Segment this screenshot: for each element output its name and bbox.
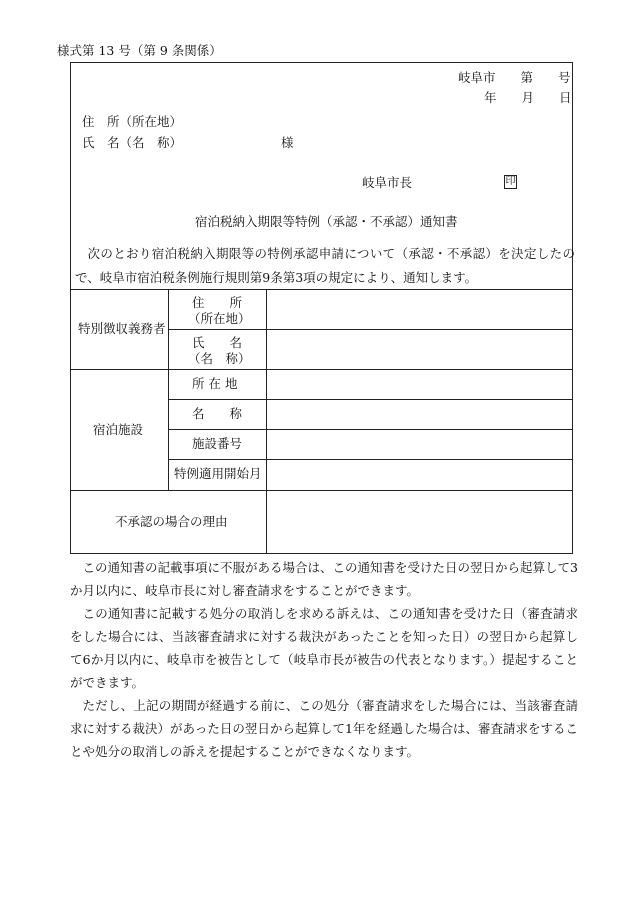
appeal-notes [70, 556, 578, 763]
date-line: 年 月 日 [484, 90, 572, 105]
rejection-reason-label: 不承認の場合の理由 [115, 514, 228, 529]
intro-paragraph: 次のとおり宿泊税納入期限等の特例承認申請について（承認・不承認）を決定したので、岐阜市宿泊税条例施行規則第9条第3項の規定により、通知します。 [75, 246, 575, 285]
city-number-line: 岐阜市 第 号 [458, 70, 571, 85]
facility-number-label: 施設番号 [192, 436, 243, 451]
table-divider [168, 289, 169, 490]
table-line [168, 459, 573, 460]
facility-group-label: 宿泊施設 [93, 422, 144, 437]
table-line [70, 369, 573, 370]
table-top-border [70, 289, 573, 290]
facility-name-label: 名 称 [192, 406, 243, 421]
seal-mark: 印 [505, 176, 516, 187]
recipient-name-label: 氏 名（名 称） [82, 135, 183, 150]
collector-name-sub: （名 称） [188, 351, 251, 366]
recipient-address-label: 住 所（所在地） [82, 114, 183, 129]
collector-address-sub: （所在地） [188, 311, 251, 326]
collector-address-label: 住 所 [192, 295, 243, 310]
collector-group-label: 特別徴収義務者 [78, 321, 166, 336]
note-paragraph: ただし、上記の期間が経過する前に、この処分（審査請求をした場合には、当該審査請求に対する裁決）があった日の翌日から起算して1年を経過した場合は、審査請求をすることや処分の取消しの訴えを提起することができなくなります。 [70, 698, 578, 759]
issuer-title: 岐阜市長 [362, 175, 413, 190]
table-line [168, 329, 573, 330]
note-paragraph: この通知書に記載する処分の取消しを求める訴えは、この通知書を受けた日（審査請求をした場合には、当該審査請求に対する裁決があったことを知った日）の翌日から起算して6か月以内に、岐阜市を被告として（岐阜市長が被告の代表となります。）提起することができます。 [70, 606, 578, 690]
table-line [70, 490, 573, 491]
facility-start-month-label: 特例適用開始月 [174, 466, 262, 481]
table-divider [266, 289, 267, 554]
facility-location-label: 所 在 地 [192, 376, 238, 391]
note-paragraph: この通知書の記載事項に不服がある場合は、この通知書を受けた日の翌日から起算して3か月以内に、岐阜市長に対し審査請求をすることができます。 [70, 560, 578, 598]
table-line [168, 399, 573, 400]
honorific: 様 [281, 135, 294, 150]
table-line [168, 429, 573, 430]
collector-name-label: 氏 名 [192, 335, 243, 350]
document-title: 宿泊税納入期限等特例（承認・不承認）通知書 [195, 214, 458, 229]
form-number: 様式第 13 号（第 9 条関係） [57, 43, 222, 58]
